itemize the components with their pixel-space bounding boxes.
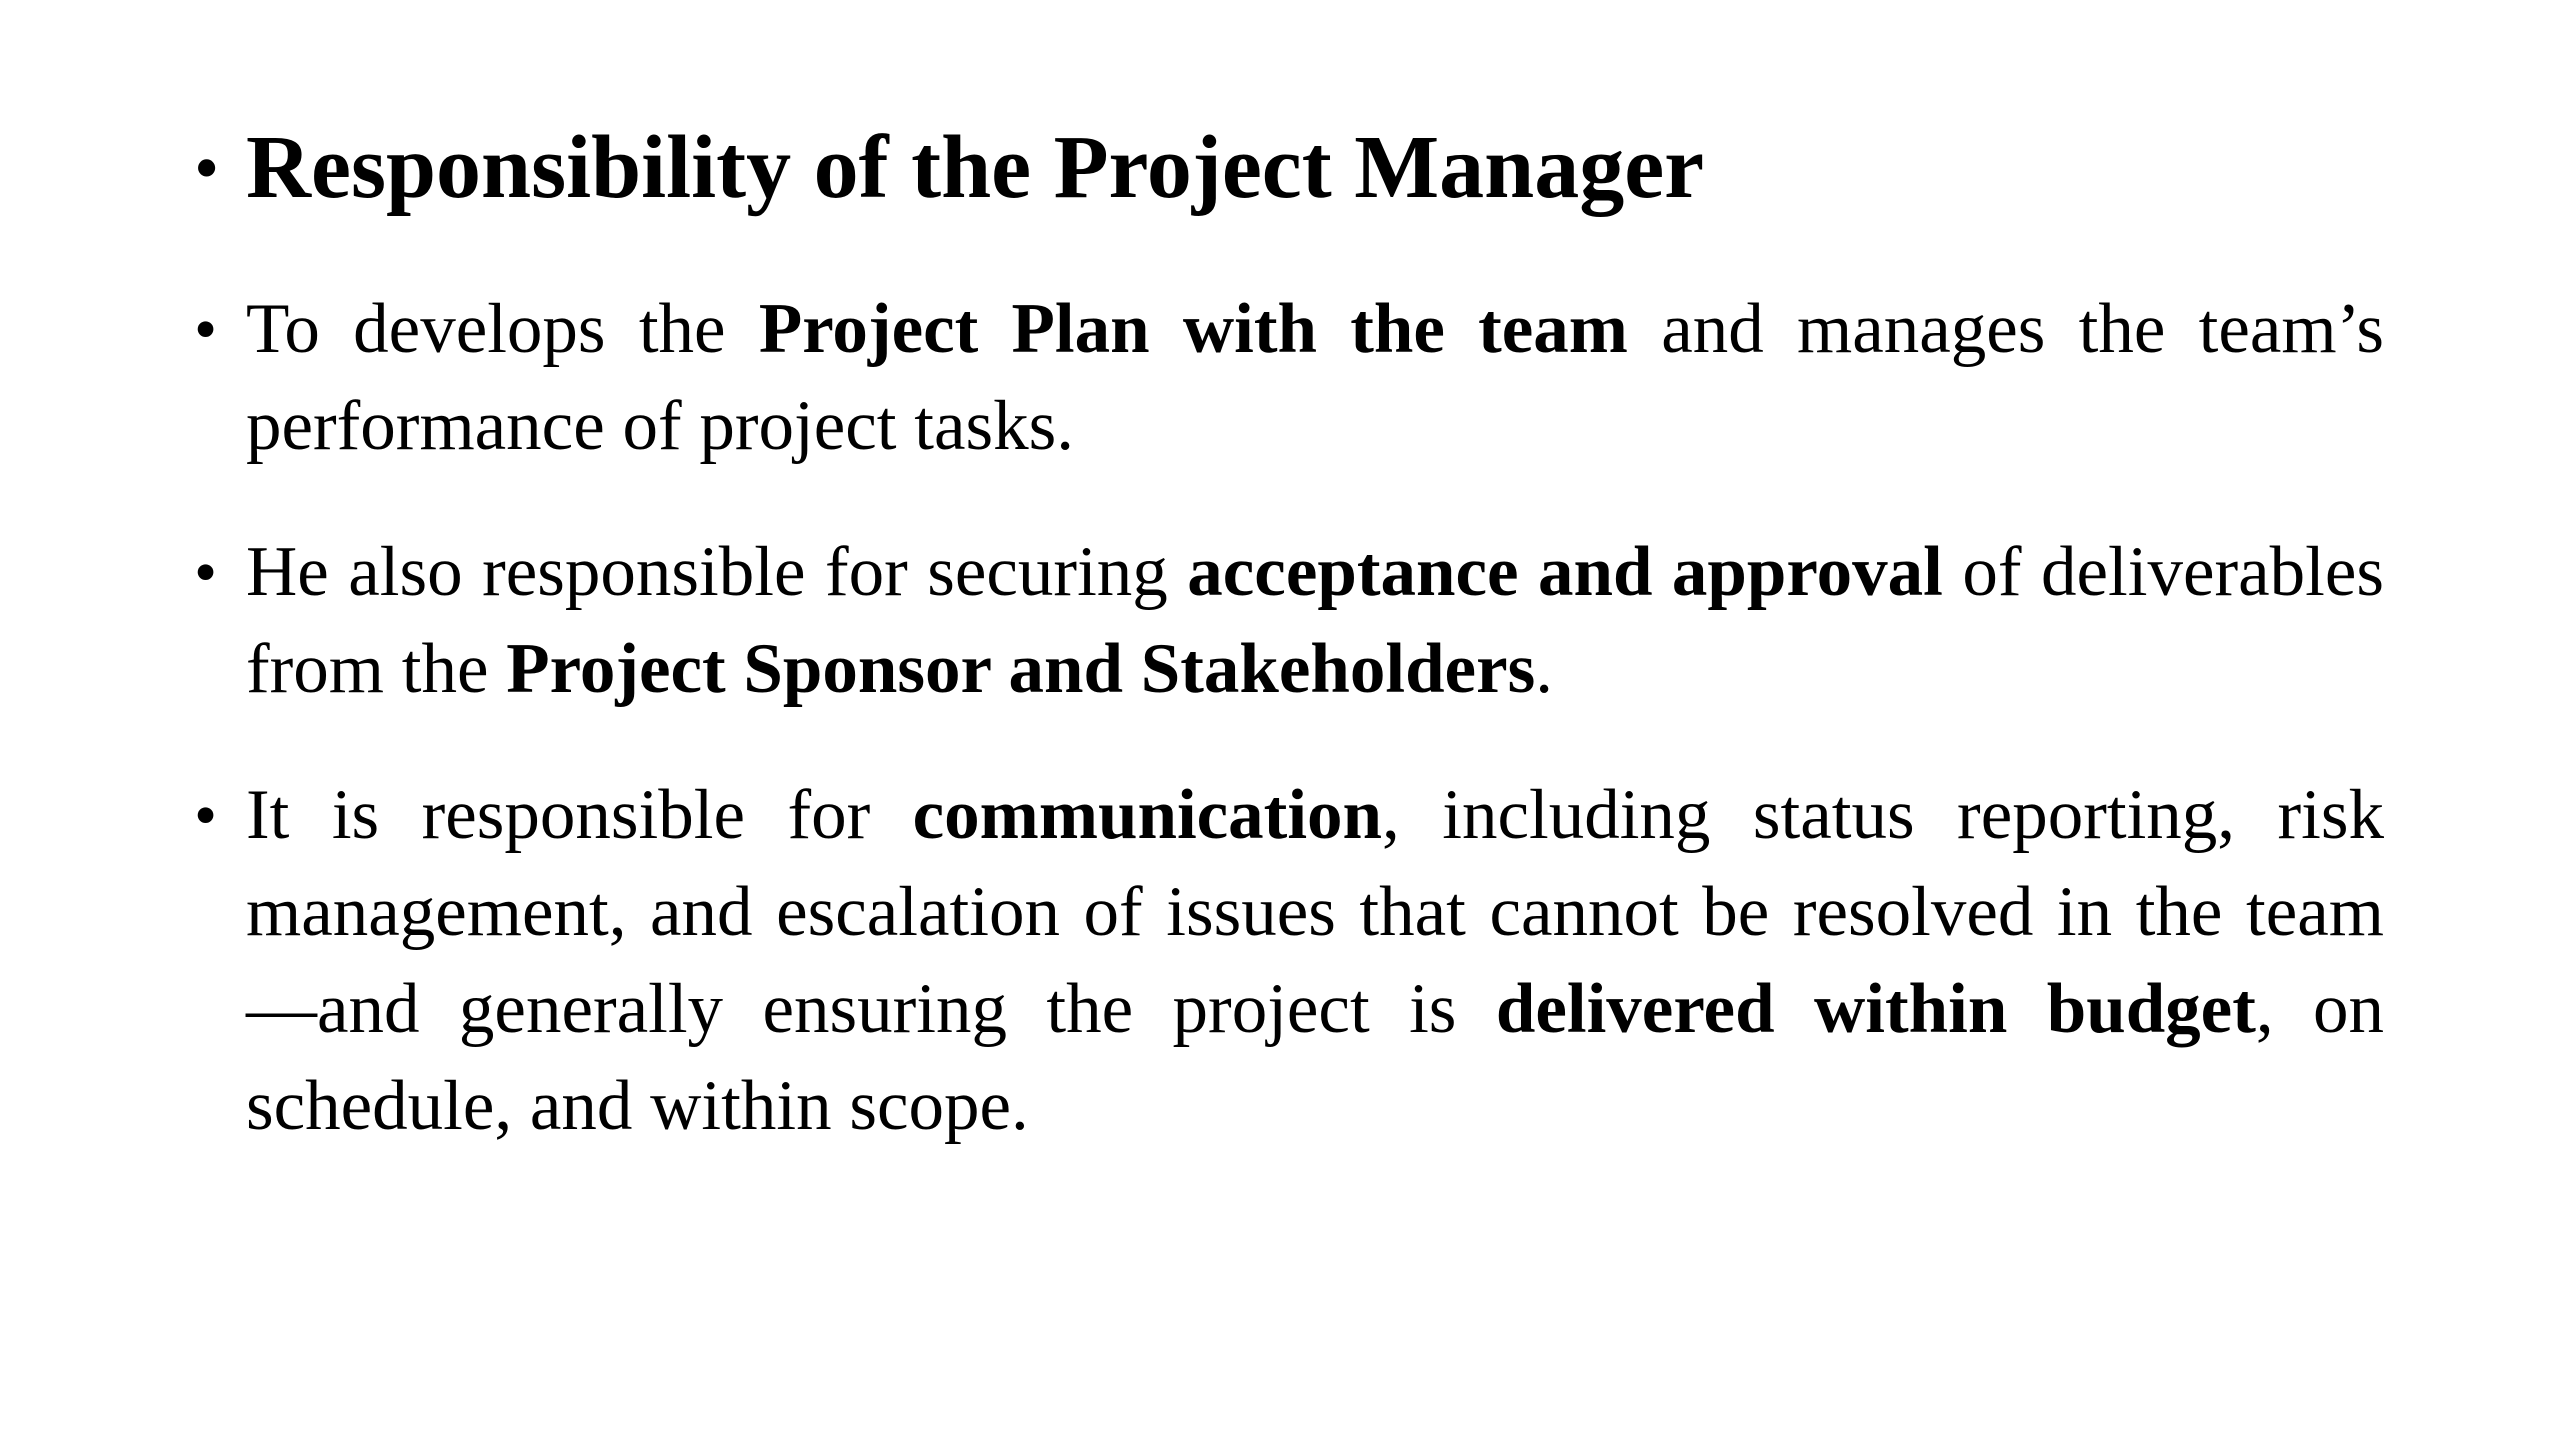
bullet-point-text [246, 281, 2384, 475]
bullet-icon: • [194, 536, 218, 609]
plain-text: . [1535, 630, 1553, 708]
bullet-point-approval [194, 524, 2384, 718]
plain-text: He also responsible for securing [246, 533, 1188, 611]
bullet-point-project-plan [194, 281, 2384, 475]
bullet-icon: • [194, 779, 218, 852]
plain-text: It is responsible for [246, 776, 913, 854]
plain-text: of deliverables from the [246, 533, 2384, 708]
bullet-point-text [246, 767, 2384, 1155]
emphasis-text: Project Sponsor and Stakeholders [506, 630, 1536, 708]
emphasis-text: communication [912, 776, 1383, 854]
bullet-point-text [246, 524, 2384, 718]
plain-text: To develops the [246, 290, 759, 368]
emphasis-text: delivered within budget [1495, 970, 2256, 1048]
slide-title-row [194, 118, 2384, 218]
bullet-icon: • [194, 128, 220, 208]
slide-title: Responsibility of the Project Manager [246, 118, 1705, 217]
bullet-icon: • [194, 293, 218, 366]
emphasis-text: acceptance and approval [1187, 533, 1943, 611]
plain-text: , including status reporting, risk management, and escalation of issues that cannot be resolved in the team—and generally ensuring the project is [246, 776, 2384, 1048]
plain-text: , on schedule, and within scope. [246, 970, 2385, 1145]
bullet-point-communication [194, 767, 2384, 1155]
emphasis-text: Project Plan with the team [758, 290, 1628, 368]
plain-text: and manages the team’s performance of project tasks. [246, 290, 2384, 465]
